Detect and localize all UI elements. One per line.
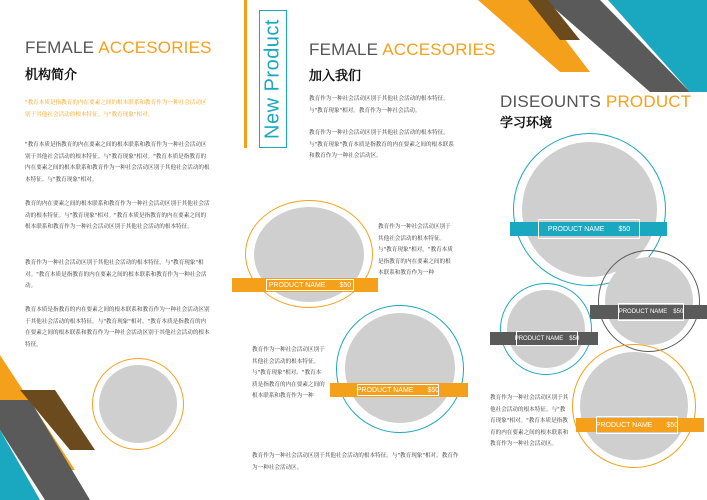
left-paragraph-1: "教育本质是指教育的内在要素之间的根本联系和教育作为一种社会活动区别于其他社会活动的根本特征。与"教育现象"相对。"教育本质是指教育的内在要素之间的根本联系和教育作为一种社会活动区别于其他社会活动的根本特征。与"教育现象"相对。 xyxy=(25,142,210,183)
new-product-frame xyxy=(259,10,287,148)
middle-side-text-1: 教育作为一种社会活动区别于其他社会活动的根本特征。与"教育现象"相对。"教育本质是指教育的内在要素之间的根本联系和教育作为一种 xyxy=(378,224,453,276)
right-product-bottom-label[interactable] xyxy=(596,416,678,434)
right-side-text: 教育作为一种社会活动区别于其他社会活动的根本特征。与"教育现象"相对。"教育本质是指教育的内在要素之间的根本联系和教育作为一种社会活动区。 xyxy=(490,395,569,447)
middle-paragraph-1: 教育作为一种社会活动区别于其他社会活动的根本特征。与"教育现象"相对。教育作为一种社会活动。 xyxy=(309,96,449,114)
left-title-cn: 机构简介 xyxy=(25,68,78,83)
right-product-midleft-label[interactable] xyxy=(516,331,578,346)
left-intro: "教育本质是指教育的内在要素之间的根本联系和教育作为一种社会活动区别于其他社会活动的根本特征。与"教育现象"相对。 xyxy=(25,100,207,118)
left-paragraph-4: 教育本质是指教育的内在要素之间的根本联系和教育作为一种社会活动区别于其他社会活动的根本特征。与"教育现象"相对。"教育本质是指教育的内在要素之间的根本联系和教育作为一种社会活动区别于其他社会活动的根本特征。 xyxy=(25,307,210,348)
orange-divider xyxy=(244,0,247,148)
right-product-large-label[interactable] xyxy=(538,219,640,239)
right-product-midleft-image xyxy=(507,290,585,368)
left-paragraph-3: 教育作为一种社会活动区别于其他社会活动的根本特征。与"教育现象"相对。"教育本质是指教育的内在要素之间的根本联系和教育作为一种社会活动。 xyxy=(25,260,207,289)
middle-paragraph-2: 教育作为一种社会活动区别于其他社会活动的根本特征。与"教育现象"教育本质是指教育的内在要素之间的根本联系和教育作为一种社会活动区。 xyxy=(309,130,454,159)
product-price: $50 xyxy=(673,309,684,315)
product-price: $50 xyxy=(569,335,580,342)
new-product-label: New Product xyxy=(261,19,284,139)
right-title-cn: 学习环境 xyxy=(500,116,553,131)
product-name: PRODUCT NAME xyxy=(356,386,414,394)
middle-bottom-text: 教育作为一种社会活动区别于其他社会活动的根本特征。与"教育现象"相对。教育作为一种社会活动区。 xyxy=(252,453,459,471)
product-name: PRODUCT NAME xyxy=(547,225,605,233)
product-name: PRODUCT NAME xyxy=(514,335,564,342)
left-title-en: FEMALE ACCESORIES xyxy=(25,38,212,57)
product-price: $50 xyxy=(618,225,631,233)
product-name: PRODUCT NAME xyxy=(268,281,326,289)
middle-product-2-image xyxy=(345,313,455,423)
right-title-en: DISEOUNTS PRODUCT xyxy=(500,92,692,111)
right-product-bottom-image xyxy=(580,352,688,460)
product-price: $50 xyxy=(339,281,352,289)
middle-title-en: FEMALE ACCESORIES xyxy=(309,40,496,59)
product-name: PRODUCT NAME xyxy=(618,309,668,315)
right-product-midright-image xyxy=(605,257,693,345)
product-price: $50 xyxy=(427,386,440,394)
product-price: $50 xyxy=(666,421,679,429)
product-name: PRODUCT NAME xyxy=(595,421,653,429)
middle-product-2-label[interactable] xyxy=(357,384,439,396)
left-paragraph-2: 教育的内在要素之间的根本联系和教育作为一种社会活动区别于其他社会活动的根本特征。与"教育现象"相对。"教育本质是指教育的内在要素之间的根本联系和教育作为一种社会活动区别于其他社会活动的根本特征。 xyxy=(25,201,210,230)
middle-product-1-label[interactable] xyxy=(266,279,354,291)
left-product-image xyxy=(99,365,177,443)
middle-title-cn: 加入我们 xyxy=(309,69,362,84)
middle-side-text-2: 教育作为一种社会活动区别于其他社会活动的根本特征。与"教育现象"相对。"教育本质是指教育的内在要素之间的根本联系和教育作为一种 xyxy=(252,347,325,399)
right-product-midright-label[interactable] xyxy=(618,303,684,321)
